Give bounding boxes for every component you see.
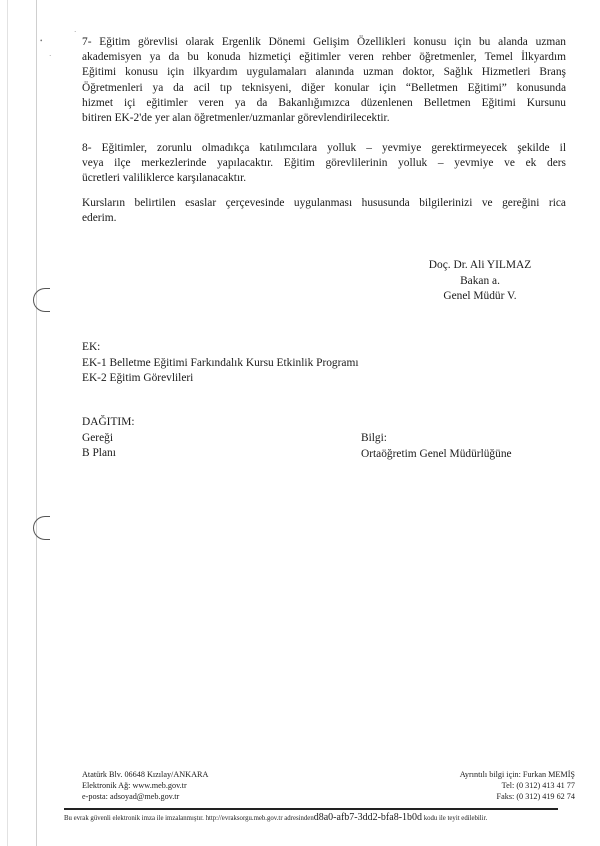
distribution-heading: DAĞITIM: bbox=[82, 416, 135, 428]
address: Atatürk Blv. 06648 Kızılay/ANKARA bbox=[82, 770, 209, 779]
distribution-action-label: Gereği bbox=[82, 431, 113, 444]
text-line: 8- Eğitimler, zorunlu olmadıkça katılımcılara yolluk – yevmiye gerektirmeyecek şekilde il bbox=[82, 142, 566, 154]
attachment-item: EK-2 Eğitim Görevlileri bbox=[82, 372, 194, 385]
scan-speck: · bbox=[49, 52, 52, 60]
verification-note bbox=[64, 812, 487, 823]
hole-punch-mark bbox=[33, 288, 50, 312]
fax: Faks: (0 312) 419 62 74 bbox=[496, 792, 575, 802]
phone: Tel: (0 312) 413 41 77 bbox=[501, 781, 575, 791]
footer-divider bbox=[64, 808, 558, 810]
distribution-info bbox=[361, 431, 512, 462]
attachment-item: EK-1 Belletme Eğitimi Farkındalık Kursu Etkinlik Programı bbox=[82, 356, 359, 369]
signatory-title: Genel Müdür V. bbox=[443, 290, 517, 303]
scan-speck: • bbox=[40, 37, 43, 45]
distribution bbox=[82, 415, 135, 462]
text-line: veya ilçe merkezlerinde yapılacaktır. Eğitim görevlilerinin yolluk – yevmiye ve ek ders bbox=[82, 157, 566, 170]
website: Elektronik Ağ: www.meb.gov.tr bbox=[82, 781, 187, 791]
contact-person: Ayrıntılı bilgi için: Furkan MEMİŞ bbox=[459, 770, 575, 779]
attachments-heading: EK: bbox=[82, 341, 101, 353]
distribution-info-label: Bilgi: bbox=[361, 432, 387, 444]
signature-block bbox=[400, 258, 560, 305]
paragraph-7 bbox=[82, 35, 566, 126]
text-line: Öğretmenleri ya da acil tıp teknisyeni, diğer konular için “Belletmen Eğitimi” konusunda bbox=[82, 81, 566, 94]
footer-contact bbox=[395, 769, 575, 803]
signatory-name: Doç. Dr. Ali YILMAZ bbox=[428, 259, 532, 271]
text-line: bitiren EK-2'de yer alan öğretmenler/uzmanlar görevlendirilecektir. bbox=[82, 112, 390, 125]
signatory-title: Bakan a. bbox=[460, 274, 500, 287]
distribution-action-value: B Planı bbox=[82, 447, 116, 460]
closing-paragraph bbox=[82, 196, 566, 226]
text-line: ücretleri valiliklerce karşılanacaktır. bbox=[82, 172, 247, 185]
verification-code: d8a0-afb7-3dd2-bfa8-1b0d bbox=[313, 812, 423, 823]
hole-punch-mark bbox=[33, 516, 50, 540]
text-line: 7- Eğitim görevlisi olarak Ergenlik Dönemi Gelişim Özellikleri konusu için bu alanda uzman bbox=[82, 36, 566, 48]
distribution-info-value: Ortaöğretim Genel Müdürlüğüne bbox=[361, 447, 512, 460]
paragraph-8 bbox=[82, 141, 566, 187]
footer-address bbox=[82, 769, 208, 803]
text-line: akademisyen ya da bu konuda hizmetiçi eğitimler veren rehber öğretmenler, Temel İlkyardım bbox=[82, 51, 566, 64]
text-line: Kursların belirtilen esaslar çerçevesinde uygulanması hususunda bilgilerinizi ve gereğini rica bbox=[82, 197, 566, 209]
scan-speck: · bbox=[74, 28, 77, 36]
text-line: ederim. bbox=[82, 212, 117, 225]
scan-line bbox=[36, 0, 37, 846]
text-line: Eğitimi konusu için ilkyardım uygulamaları alanında uzman doktor, Sağlık Hizmetleri Branş bbox=[82, 66, 566, 79]
verification-suffix: kodu ile teyit edilebilir. bbox=[422, 815, 488, 822]
attachments bbox=[82, 340, 359, 387]
scan-line bbox=[7, 0, 8, 846]
verification-prefix: Bu evrak güvenli elektronik imza ile imzalanmıştır. http://evraksorgu.meb.gov.tr adresinden bbox=[64, 815, 314, 822]
email: e-posta: adsoyad@meb.gov.tr bbox=[82, 792, 180, 802]
text-line: hizmet içi eğitimler veren ya da Bakanlığımızca düzenlenen Belletmen Eğitimi Kursunu bbox=[82, 96, 566, 109]
